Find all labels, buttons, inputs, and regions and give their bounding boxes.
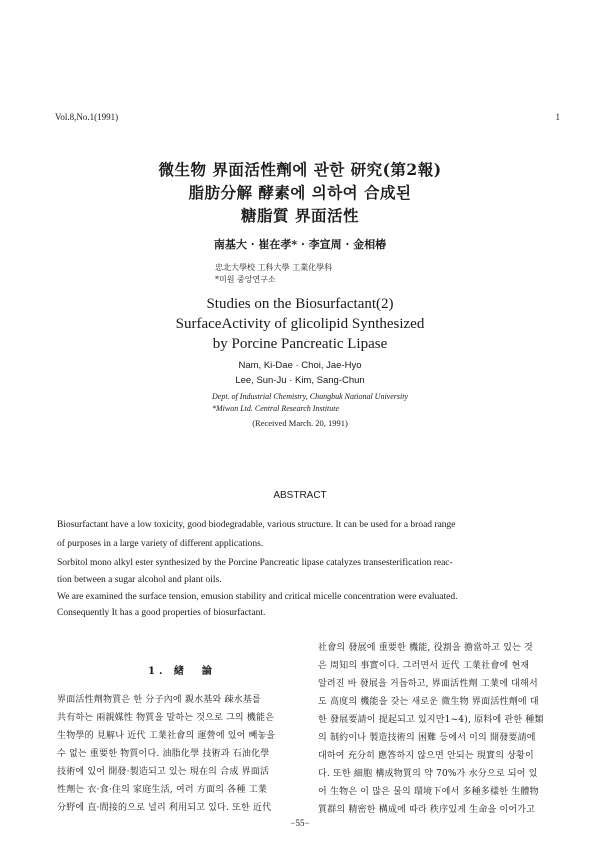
intro-left-line: 性劑는 衣·食·住의 家庭生活, 여러 方面의 各種 工業 bbox=[57, 785, 268, 795]
intro-right-line: 알려진 바 發展을 거듭하고, 界面活性劑 工業에 대해서 bbox=[318, 679, 538, 689]
page-number-header: 1 bbox=[555, 112, 560, 122]
abstract-line: tion between a sugar alcohol and plant oils. bbox=[57, 575, 222, 585]
english-affiliation-1: Dept. of Industrial Chemistry, Chungbuk National University bbox=[212, 392, 408, 401]
intro-left-line: 分野에 直·間接的으로 널리 利用되고 있다. 또한 近代 bbox=[57, 803, 272, 813]
intro-right-line: 어 生物은 이 많은 물의 環境下에서 多種多樣한 生體物 bbox=[318, 787, 539, 797]
journal-volume: Vol.8,No.1(1991) bbox=[55, 112, 119, 122]
intro-left-line: 수 없는 重要한 物質이다. 油脂化學 技術과 石油化學 bbox=[57, 749, 270, 759]
intro-left-line: 技術에 있어 開發·製造되고 있는 現在의 合成 界面活 bbox=[57, 767, 270, 777]
english-title-line-2: SurfaceActivity of glicolipid Synthesized bbox=[175, 316, 425, 332]
intro-right-line: 대하여 充分히 應答하지 않으면 안되는 現實의 상황이 bbox=[318, 751, 534, 761]
english-authors-line-1: Nam, Ki-Dae · Choi, Jae-Hyo bbox=[238, 360, 362, 371]
korean-authors: 南基大 · 崔在孝* · 李宣周 · 金相椿 bbox=[213, 238, 387, 251]
intro-right-line: 한 發展要請이 提起되고 있지만1~4), 原料에 관한 種類 bbox=[318, 715, 544, 725]
intro-left-line: 生物學的 見解나 近代 工業社會의 運營에 있어 빼놓을 bbox=[57, 731, 276, 741]
abstract-line: Biosurfactant have a low toxicity, good biodegradable, various structure. It can be used for a broad range bbox=[57, 520, 456, 530]
abstract-line: Consequently It has a good properties of biosurfactant. bbox=[57, 608, 266, 618]
intro-right-line: 은 周知의 事實이다. 그러면서 近代 工業社會에 현재 bbox=[318, 661, 530, 671]
korean-title-line-3: 糖脂質 界面活性 bbox=[241, 206, 359, 225]
abstract-line: We are examined the surface tension, emusion stability and critical micelle concentration were evaluated. bbox=[57, 592, 458, 602]
korean-title-line-1: 微生物 界面活性劑에 관한 研究(第2報) bbox=[158, 160, 442, 179]
intro-right-line: 도 高度의 機能을 갖는 새로운 微生物 界面活性劑에 대 bbox=[318, 697, 539, 707]
intro-right-line: 의 制約이나 製造技術의 困難 등에서 이의 開發要請에 bbox=[318, 733, 536, 743]
english-authors-line-2: Lee, Sun-Ju · Kim, Sang-Chun bbox=[235, 375, 365, 386]
korean-title-line-2: 脂肪分解 酵素에 의하여 合成된 bbox=[188, 183, 412, 202]
intro-left-line: 界面活性劑物質은 한 分子內에 親水基와 疎水基를 bbox=[57, 695, 261, 705]
footer-page-number: −55− bbox=[290, 818, 310, 828]
received-date: (Received March. 20, 1991) bbox=[252, 418, 348, 428]
english-affiliation-2: *Miwon Ltd. Central Research Institute bbox=[212, 404, 340, 413]
abstract-line: of purposes in a large variety of different applications. bbox=[57, 539, 264, 549]
english-title-line-1: Studies on the Biosurfactant(2) bbox=[206, 296, 394, 312]
intro-left-line: 共有하는 兩親媒性 物質을 말하는 것으로 그의 機能은 bbox=[57, 713, 275, 723]
section-heading-introduction: 1. 緖 論 bbox=[148, 666, 216, 677]
english-title-line-3: by Porcine Pancreatic Lipase bbox=[212, 336, 388, 352]
intro-right-line: 다. 또한 細胞 構成物質의 약 70%가 水分으로 되어 있 bbox=[318, 769, 538, 779]
abstract-line: Sorbitol mono alkyl ester synthesized by the Porcine Pancreatic lipase catalyzes transesterification reac- bbox=[57, 558, 453, 568]
abstract-heading: ABSTRACT bbox=[273, 490, 327, 501]
korean-affiliation-1: 忠北大學校 工科大學 工業化學科 bbox=[215, 263, 333, 272]
intro-right-line: 社會의 發展에 重要한 機能, 役割을 擔當하고 있는 것 bbox=[318, 643, 533, 653]
korean-affiliation-2: *미원 중앙연구소 bbox=[215, 275, 276, 284]
intro-right-line: 質群의 精密한 構成에 따라 秩序있게 生命을 이어가고 bbox=[318, 805, 536, 815]
